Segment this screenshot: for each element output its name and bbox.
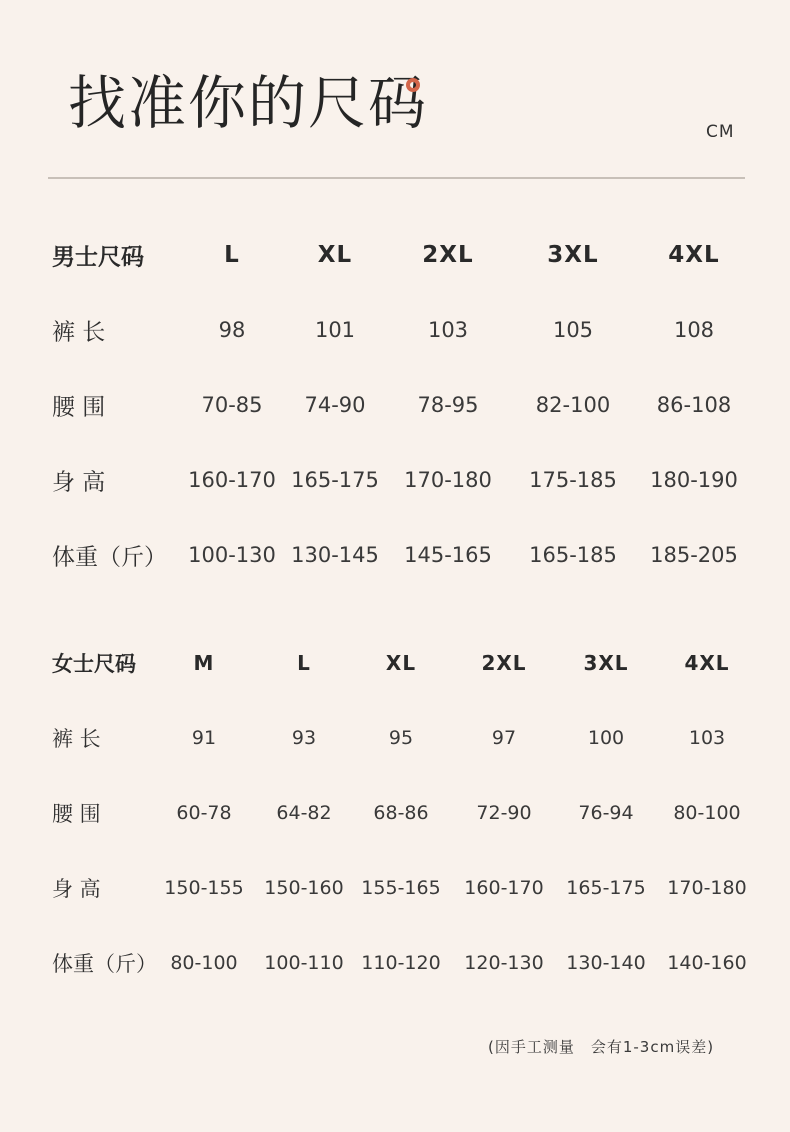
table-cell: 76-94	[578, 802, 634, 824]
table-cell: 82-100	[535, 393, 611, 417]
table-cell: 97	[491, 727, 517, 749]
table-cell: 86-108	[656, 393, 732, 417]
table-cell: 103	[688, 727, 726, 749]
table-cell: 93	[291, 727, 317, 749]
divider	[48, 177, 745, 179]
table-cell: 91	[191, 727, 217, 749]
table-cell: 155-165	[361, 877, 441, 899]
row-label: 体重（斤）	[52, 544, 167, 571]
women-header-label: 女士尺码	[52, 652, 136, 676]
accent-ring-icon	[406, 78, 420, 92]
men-size-header: 2XL	[422, 242, 474, 268]
table-cell: 74-90	[304, 393, 366, 417]
table-cell: 160-170	[188, 468, 276, 492]
table-cell: 110-120	[361, 952, 441, 974]
row-label: 身 高	[52, 469, 106, 496]
row-label: 身 高	[52, 877, 101, 901]
table-cell: 150-160	[264, 877, 344, 899]
unit-label: CM	[706, 122, 735, 142]
men-size-header: 4XL	[668, 242, 720, 268]
table-cell: 180-190	[650, 468, 738, 492]
men-size-header: XL	[317, 242, 353, 268]
table-cell: 64-82	[276, 802, 332, 824]
men-size-header: L	[224, 242, 240, 268]
men-size-header: 3XL	[547, 242, 599, 268]
table-cell: 78-95	[417, 393, 479, 417]
men-header-label: 男士尺码	[52, 244, 144, 271]
table-cell: 165-175	[291, 468, 379, 492]
table-cell: 72-90	[476, 802, 532, 824]
women-size-header: L	[297, 651, 311, 675]
table-cell: 130-140	[566, 952, 646, 974]
table-cell: 170-180	[667, 877, 747, 899]
table-cell: 130-145	[291, 543, 379, 567]
table-cell: 98	[218, 318, 246, 342]
table-cell: 100-130	[188, 543, 276, 567]
row-label: 腰 围	[52, 394, 106, 421]
table-cell: 100	[587, 727, 625, 749]
row-label: 腰 围	[52, 802, 101, 826]
table-cell: 60-78	[176, 802, 232, 824]
table-cell: 170-180	[404, 468, 492, 492]
table-cell: 95	[388, 727, 414, 749]
table-cell: 165-185	[529, 543, 617, 567]
table-cell: 103	[427, 318, 469, 342]
table-cell: 145-165	[404, 543, 492, 567]
women-size-header: 3XL	[583, 651, 629, 675]
table-cell: 80-100	[673, 802, 741, 824]
table-cell: 120-130	[464, 952, 544, 974]
table-cell: 160-170	[464, 877, 544, 899]
table-cell: 80-100	[170, 952, 238, 974]
table-cell: 105	[552, 318, 594, 342]
women-size-header: XL	[385, 651, 417, 675]
table-cell: 150-155	[164, 877, 244, 899]
table-cell: 165-175	[566, 877, 646, 899]
table-cell: 108	[673, 318, 715, 342]
women-size-header: 4XL	[684, 651, 730, 675]
women-size-header: M	[193, 651, 215, 675]
table-cell: 68-86	[373, 802, 429, 824]
women-size-header: 2XL	[481, 651, 527, 675]
table-cell: 70-85	[201, 393, 263, 417]
page-title: 找准你的尺码	[68, 69, 429, 137]
table-cell: 175-185	[529, 468, 617, 492]
table-cell: 185-205	[650, 543, 738, 567]
table-cell: 100-110	[264, 952, 344, 974]
table-cell: 101	[314, 318, 356, 342]
row-label: 体重（斤）	[52, 952, 157, 976]
table-cell: 140-160	[667, 952, 747, 974]
row-label: 裤 长	[52, 727, 101, 751]
measurement-note: (因手工测量 会有1-3cm误差)	[488, 1038, 715, 1056]
row-label: 裤 长	[52, 319, 106, 346]
